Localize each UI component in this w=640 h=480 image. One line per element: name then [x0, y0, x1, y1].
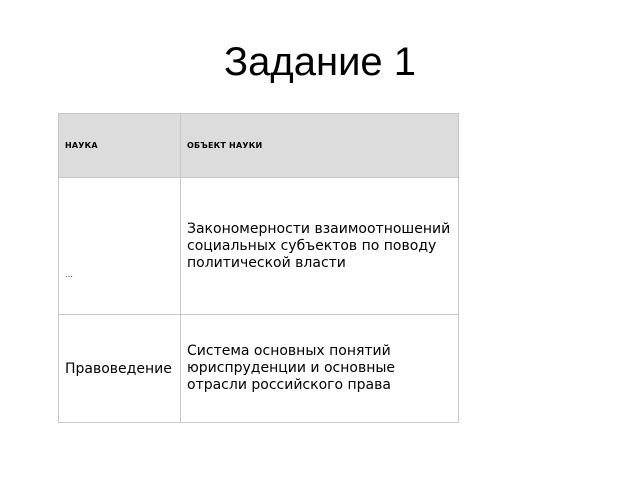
table-cell-object [181, 315, 459, 423]
object-text: Закономерности взаимоотношений социальных субъектов по поводу политической власти [187, 220, 451, 271]
slide-title: Задание 1 [223, 40, 417, 84]
blank-placeholder: … [65, 269, 73, 279]
table-cell-object [181, 178, 459, 315]
table-cell-science: Правоведение [59, 315, 181, 423]
object-text: Система основных понятий юриспруденции и основные отрасли российского права [187, 343, 396, 393]
header-object: ОБЪЕКТ НАУКИ [181, 114, 459, 178]
science-table [58, 113, 459, 423]
table-cell-science [59, 178, 181, 315]
table-row [59, 315, 459, 423]
header-science: НАУКА [59, 114, 181, 178]
table-row [59, 178, 459, 315]
table-header-row [59, 114, 459, 178]
